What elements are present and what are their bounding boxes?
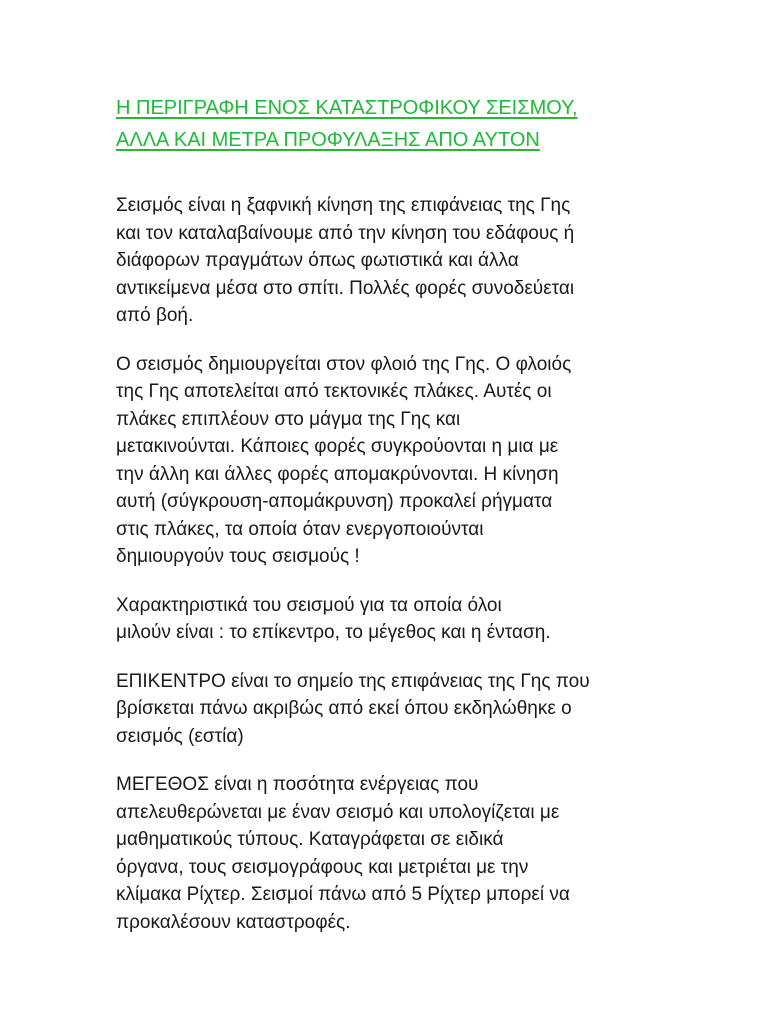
text-line: διάφορων πραγμάτων όπως φωτιστικά και άλλα [116, 250, 519, 271]
paragraph-characteristics [116, 592, 678, 647]
title-line: ΑΛΛΑ ΚΑΙ ΜΕΤΡΑ ΠΡΟΦΥΛΑΞΗΣ ΑΠΟ ΑΥΤΟΝ [116, 129, 540, 151]
text-line: αντικείμενα μέσα στο σπίτι. Πολλές φορές συνοδεύεται [116, 277, 575, 299]
paragraph-magnitude [116, 771, 678, 936]
text-line: μιλούν είναι : το επίκεντρο, το μέγεθος και η ένταση. [116, 622, 551, 643]
text-line: Σεισμός είναι η ξαφνική κίνηση της επιφάνειας της Γης [116, 195, 571, 216]
text-line: σεισμός (εστία) [116, 725, 244, 747]
paragraph-origin [116, 351, 678, 571]
text-line: κλίμακα Ρίχτερ. Σεισμοί πάνω από 5 Ρίχτερ μπορεί να [116, 884, 570, 905]
text-line: απελευθερώνεται με έναν σεισμό και υπολογίζεται με [116, 801, 560, 823]
text-line: Ο σεισμός δημιουργείται στον φλοιό της Γης. Ο φλοιός [116, 353, 572, 375]
document-title [116, 92, 678, 156]
text-line: ΜΕΓΕΘΟΣ είναι η ποσότητα ενέργειας που [116, 774, 479, 795]
text-line: της Γης αποτελείται από τεκτονικές πλάκες. Αυτές οι [116, 381, 552, 402]
text-line: δημιουργούν τους σεισμούς ! [116, 546, 360, 567]
text-line: μετακινούνται. Κάποιες φορές συγκρούονται η μια με [116, 436, 559, 457]
text-line: βρίσκεται πάνω ακριβώς από εκεί όπου εκδηλώθηκε ο [116, 698, 572, 719]
paragraph-epicenter [116, 668, 678, 751]
text-line: Χαρακτηριστικά του σεισμού για τα οποία όλοι [116, 594, 502, 616]
text-line: ΕΠΙΚΕΝΤΡΟ είναι το σημείο της επιφάνειας της Γης που [116, 670, 590, 692]
paragraph-definition [116, 192, 678, 330]
text-line: πλάκες επιπλέουν στο μάγμα της Γης και [116, 408, 461, 430]
text-line: αυτή (σύγκρουση-απομάκρυνση) προκαλεί ρήγματα [116, 491, 553, 512]
title-line: Η ΠΕΡΙΓΡΑΦΗ ΕΝΟΣ ΚΑΤΑΣΤΡΟΦΙΚΟΥ ΣΕΙΣΜΟΥ, [116, 97, 578, 119]
text-line: όργανα, τους σεισμογράφους και μετριέται με την [116, 856, 529, 878]
text-line: από βοή. [116, 305, 194, 326]
text-line: την άλλη και άλλες φορές απομακρύνονται. Η κίνηση [116, 463, 559, 485]
text-line: προκαλέσουν καταστροφές. [116, 911, 351, 933]
text-line: μαθηματικούς τύπους. Καταγράφεται σε ειδικά [116, 829, 504, 850]
text-line: στις πλάκες, τα οποία όταν ενεργοποιούνται [116, 518, 484, 540]
text-line: και τον καταλαβαίνουμε από την κίνηση του εδάφους ή [116, 222, 575, 244]
